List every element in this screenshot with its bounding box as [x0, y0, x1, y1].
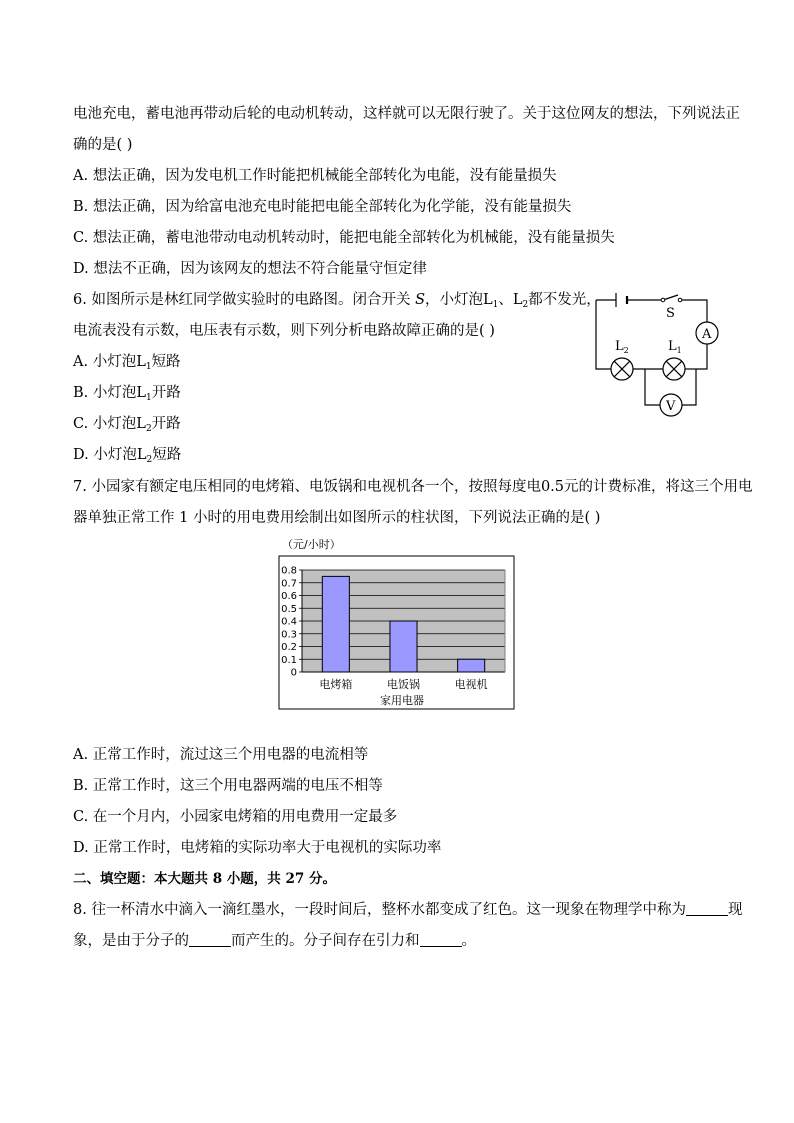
chart-y-tick-label: 0.5: [281, 603, 297, 615]
q5-line1: 电池充电，蓄电池再带动后轮的电动机转动，这样就可以无限行驶了。关于这位网友的想法，下列说法正: [73, 106, 740, 122]
chart-y-tick-label: 0: [290, 667, 297, 679]
chart-y-tick-label: 0.4: [281, 616, 297, 628]
section-heading: 二、填空题：本大题共 8 小题，共 27 分。: [73, 871, 336, 887]
chart-ylabel: （元/小时）: [282, 538, 341, 551]
wire-right: [696, 344, 707, 369]
chart-xlabel: 家用电器: [380, 694, 424, 707]
q5-option-a: A. 想法正确，因为发电机工作时能把机械能全部转化为电能，没有能量损失: [73, 168, 557, 184]
q5-line2: 确的是( ): [73, 137, 133, 153]
lamp2-label: $L_2$: [615, 339, 629, 355]
chart-y-tick-label: 0.2: [281, 642, 297, 653]
chart-y-tick-label: 0.8: [281, 565, 297, 577]
lamp1-label: $L_1$: [668, 339, 682, 355]
ammeter-label: A: [702, 327, 712, 342]
chart-category-label: 电视机: [454, 678, 488, 691]
q8-blank-3[interactable]: [420, 932, 462, 947]
circuit-diagram: [590, 290, 730, 420]
switch-label: S: [666, 306, 675, 321]
q7-line1: 7. 小园家有额定电压相同的电烤箱、电饭锅和电视机各一个，按照每度电0.5元的计费标准，将这三个用电: [73, 479, 753, 495]
chart-y-tick-label: 0.7: [281, 578, 297, 590]
q6-line1: 6. 如图所示是林红同学做实验时的电路图。闭合开关 S，小灯泡$L_1$、$L_2$都不发光，: [73, 292, 601, 310]
wire-left: [596, 300, 611, 369]
chart-y-tick-label: 0.3: [281, 629, 297, 641]
chart-bar: [322, 576, 349, 672]
switch-contact-left: [661, 298, 665, 302]
switch-contact-right: [678, 298, 682, 302]
q8-blank-2[interactable]: [189, 932, 231, 947]
chart-bar: [458, 659, 485, 672]
q6-option-c: C. 小灯泡$L_2$开路: [73, 416, 181, 434]
bar-chart: [270, 532, 520, 712]
q5-option-b: B. 想法正确，因为给富电池充电时能把电能全部转化为化学能，没有能量损失: [73, 199, 572, 215]
chart-y-tick-label: 0.6: [281, 591, 297, 602]
q8-blank-1[interactable]: [686, 901, 728, 916]
q8-line1: 8. 往一杯清水中滴入一滴红墨水，一段时间后，整杯水都变成了红色。这一现象在物理学中称为 现: [73, 902, 743, 918]
q7-line2: 器单独正常工作 1 小时的用电费用绘制出如图所示的柱状图，下列说法正确的是( ): [73, 510, 601, 526]
chart-bar: [390, 621, 417, 672]
q5-option-c: C. 想法正确，蓄电池带动电动机转动时，能把电能全部转化为机械能，没有能量损失: [73, 230, 615, 246]
q6-option-b: B. 小灯泡$L_1$开路: [73, 385, 181, 403]
q6-option-a: A. 小灯泡$L_1$短路: [73, 354, 181, 372]
q7-option-c: C. 在一个月内，小园家电烤箱的用电费用一定最多: [73, 809, 398, 825]
voltmeter-label: V: [666, 399, 676, 414]
chart-category-label: 电烤箱: [319, 678, 353, 691]
switch-blade: [663, 295, 678, 300]
wire-voltmeter-left: [645, 369, 660, 405]
chart-plot: [281, 566, 505, 692]
q6-option-d: D. 小灯泡$L_2$短路: [73, 447, 182, 465]
q5-option-d: D. 想法不正确，因为该网友的想法不符合能量守恒定律: [73, 261, 427, 277]
chart-category-label: 电饭锅: [387, 678, 420, 691]
q7-option-a: A. 正常工作时，流过这三个用电器的电流相等: [73, 747, 369, 763]
q6-line2: 电流表没有示数，电压表有示数，则下列分析电路故障正确的是( ): [73, 323, 495, 339]
q7-option-b: B. 正常工作时，这三个用电器两端的电压不相等: [73, 778, 383, 794]
wire-top-right: [680, 300, 707, 322]
q8-line2: 象，是由于分子的 而产生的。分子间存在引力和 。: [73, 933, 476, 949]
chart-y-tick-label: 0.1: [281, 654, 297, 666]
q7-option-d: D. 正常工作时，电烤箱的实际功率大于电视机的实际功率: [73, 840, 442, 856]
